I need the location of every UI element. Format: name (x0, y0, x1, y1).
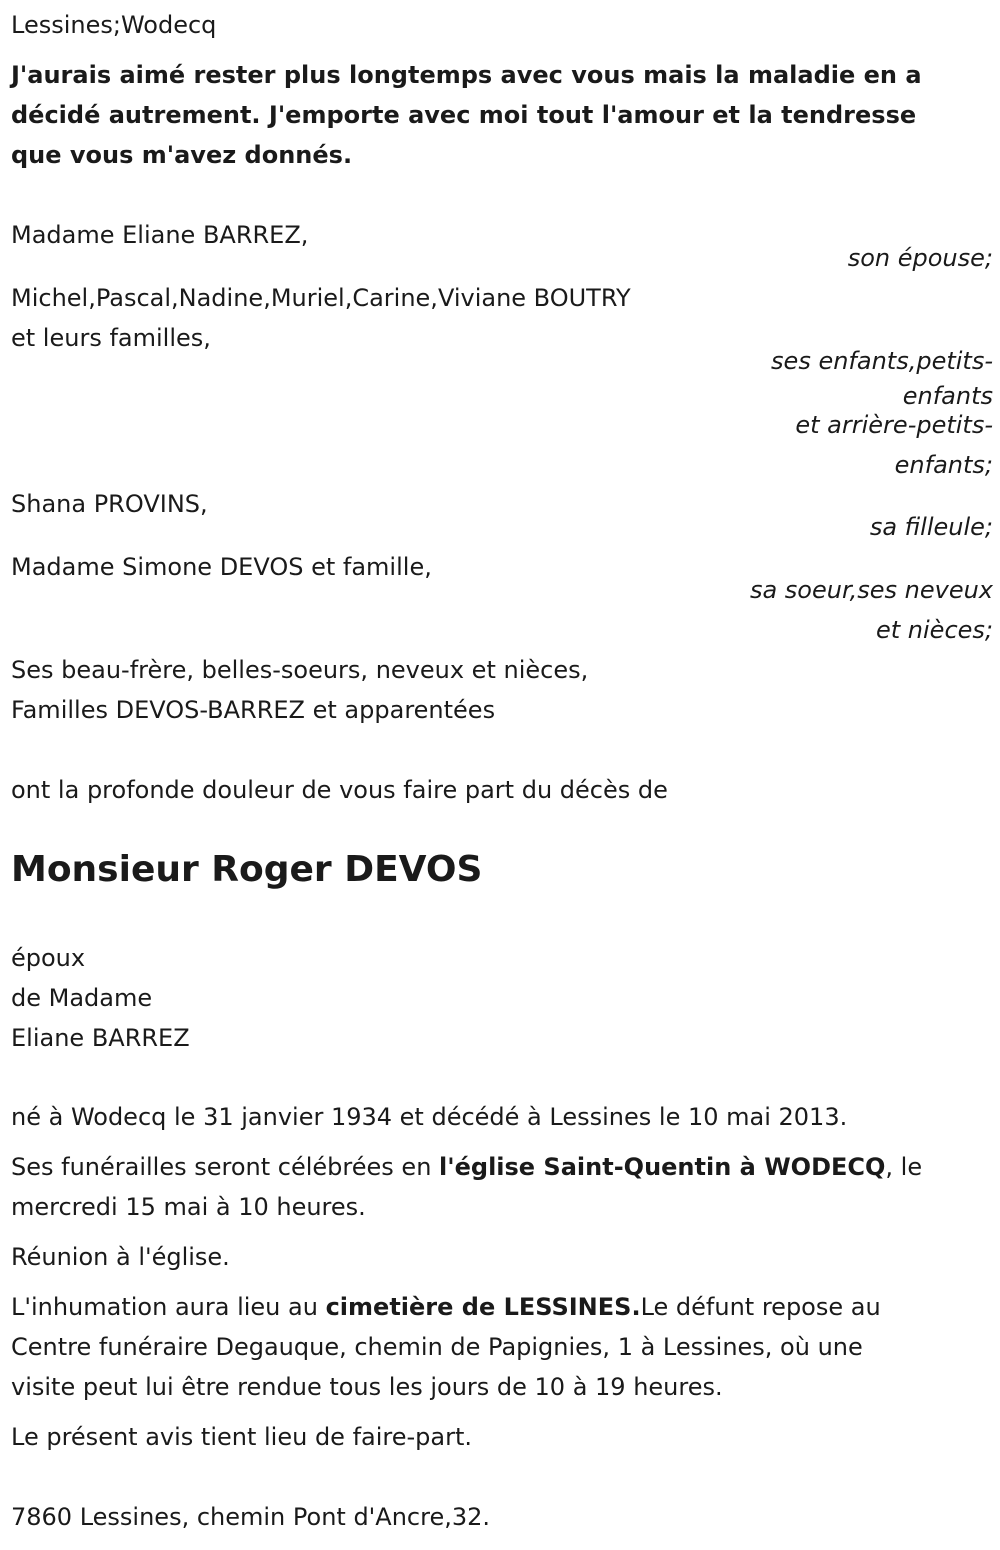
burial-line-3: visite peut lui être rendue tous les jours de 10 à 19 heures. (11, 1373, 723, 1401)
deceased-name: Monsieur Roger DEVOS (11, 849, 483, 890)
family-relation: sa filleule; (869, 513, 993, 541)
funeral-post: , le (885, 1153, 923, 1181)
spouse-line-2: de Madame (11, 984, 153, 1012)
others-line-2: Familles DEVOS-BARREZ et apparentées (11, 696, 496, 724)
quote-line-1: J'aurais aimé rester plus longtemps avec vous mais la maladie en a (11, 61, 922, 89)
funeral-line-1 (11, 1147, 993, 1187)
quote-line-2: décidé autrement. J'emporte avec moi tout l'amour et la tendresse (11, 101, 917, 129)
family-name: Madame Eliane BARREZ, (11, 221, 309, 249)
burial-place: cimetière de LESSINES. (325, 1293, 641, 1321)
quote-line-3: que vous m'avez donnés. (11, 141, 353, 169)
funeral-place: l'église Saint-Quentin à WODECQ (439, 1153, 886, 1181)
announcement: ont la profonde douleur de vous faire part du décès de (11, 776, 668, 804)
burial-pre: L'inhumation aura lieu au (11, 1293, 326, 1321)
burial-post: Le défunt repose au (640, 1293, 881, 1321)
family-relation: son épouse; (847, 244, 993, 272)
family-name: Michel,Pascal,Nadine,Muriel,Carine,Viviane BOUTRY (11, 284, 631, 312)
header-place: Lessines;Wodecq (11, 11, 217, 39)
family-name: Shana PROVINS, (11, 490, 208, 518)
family-relation: enfants; (894, 451, 993, 479)
burial-line-2: Centre funéraire Degauque, chemin de Papignies, 1 à Lessines, où une (11, 1333, 863, 1361)
family-relation: sa soeur,ses neveux (749, 576, 993, 604)
address: 7860 Lessines, chemin Pont d'Ancre,32. (11, 1503, 491, 1531)
birth-death: né à Wodecq le 31 janvier 1934 et décédé à Lessines le 10 mai 2013. (11, 1103, 848, 1131)
spouse-line-3: Eliane BARREZ (11, 1024, 190, 1052)
funeral-pre: Ses funérailles seront célébrées en (11, 1153, 440, 1181)
family-name: et leurs familles, (11, 324, 211, 352)
family-name: Madame Simone DEVOS et famille, (11, 553, 432, 581)
notice: Le présent avis tient lieu de faire-part. (11, 1423, 473, 1451)
spouse-line-1: époux (11, 944, 86, 972)
family-relation: enfants (902, 382, 993, 410)
family-relation: et arrière-petits- (795, 411, 993, 439)
funeral-line-2: mercredi 15 mai à 10 heures. (11, 1193, 366, 1221)
others-line-1: Ses beau-frère, belles-soeurs, neveux et nièces, (11, 656, 589, 684)
burial-line-1 (11, 1287, 993, 1327)
reunion: Réunion à l'église. (11, 1243, 230, 1271)
family-relation: et nièces; (876, 616, 993, 644)
family-relation: ses enfants,petits- (771, 347, 993, 375)
